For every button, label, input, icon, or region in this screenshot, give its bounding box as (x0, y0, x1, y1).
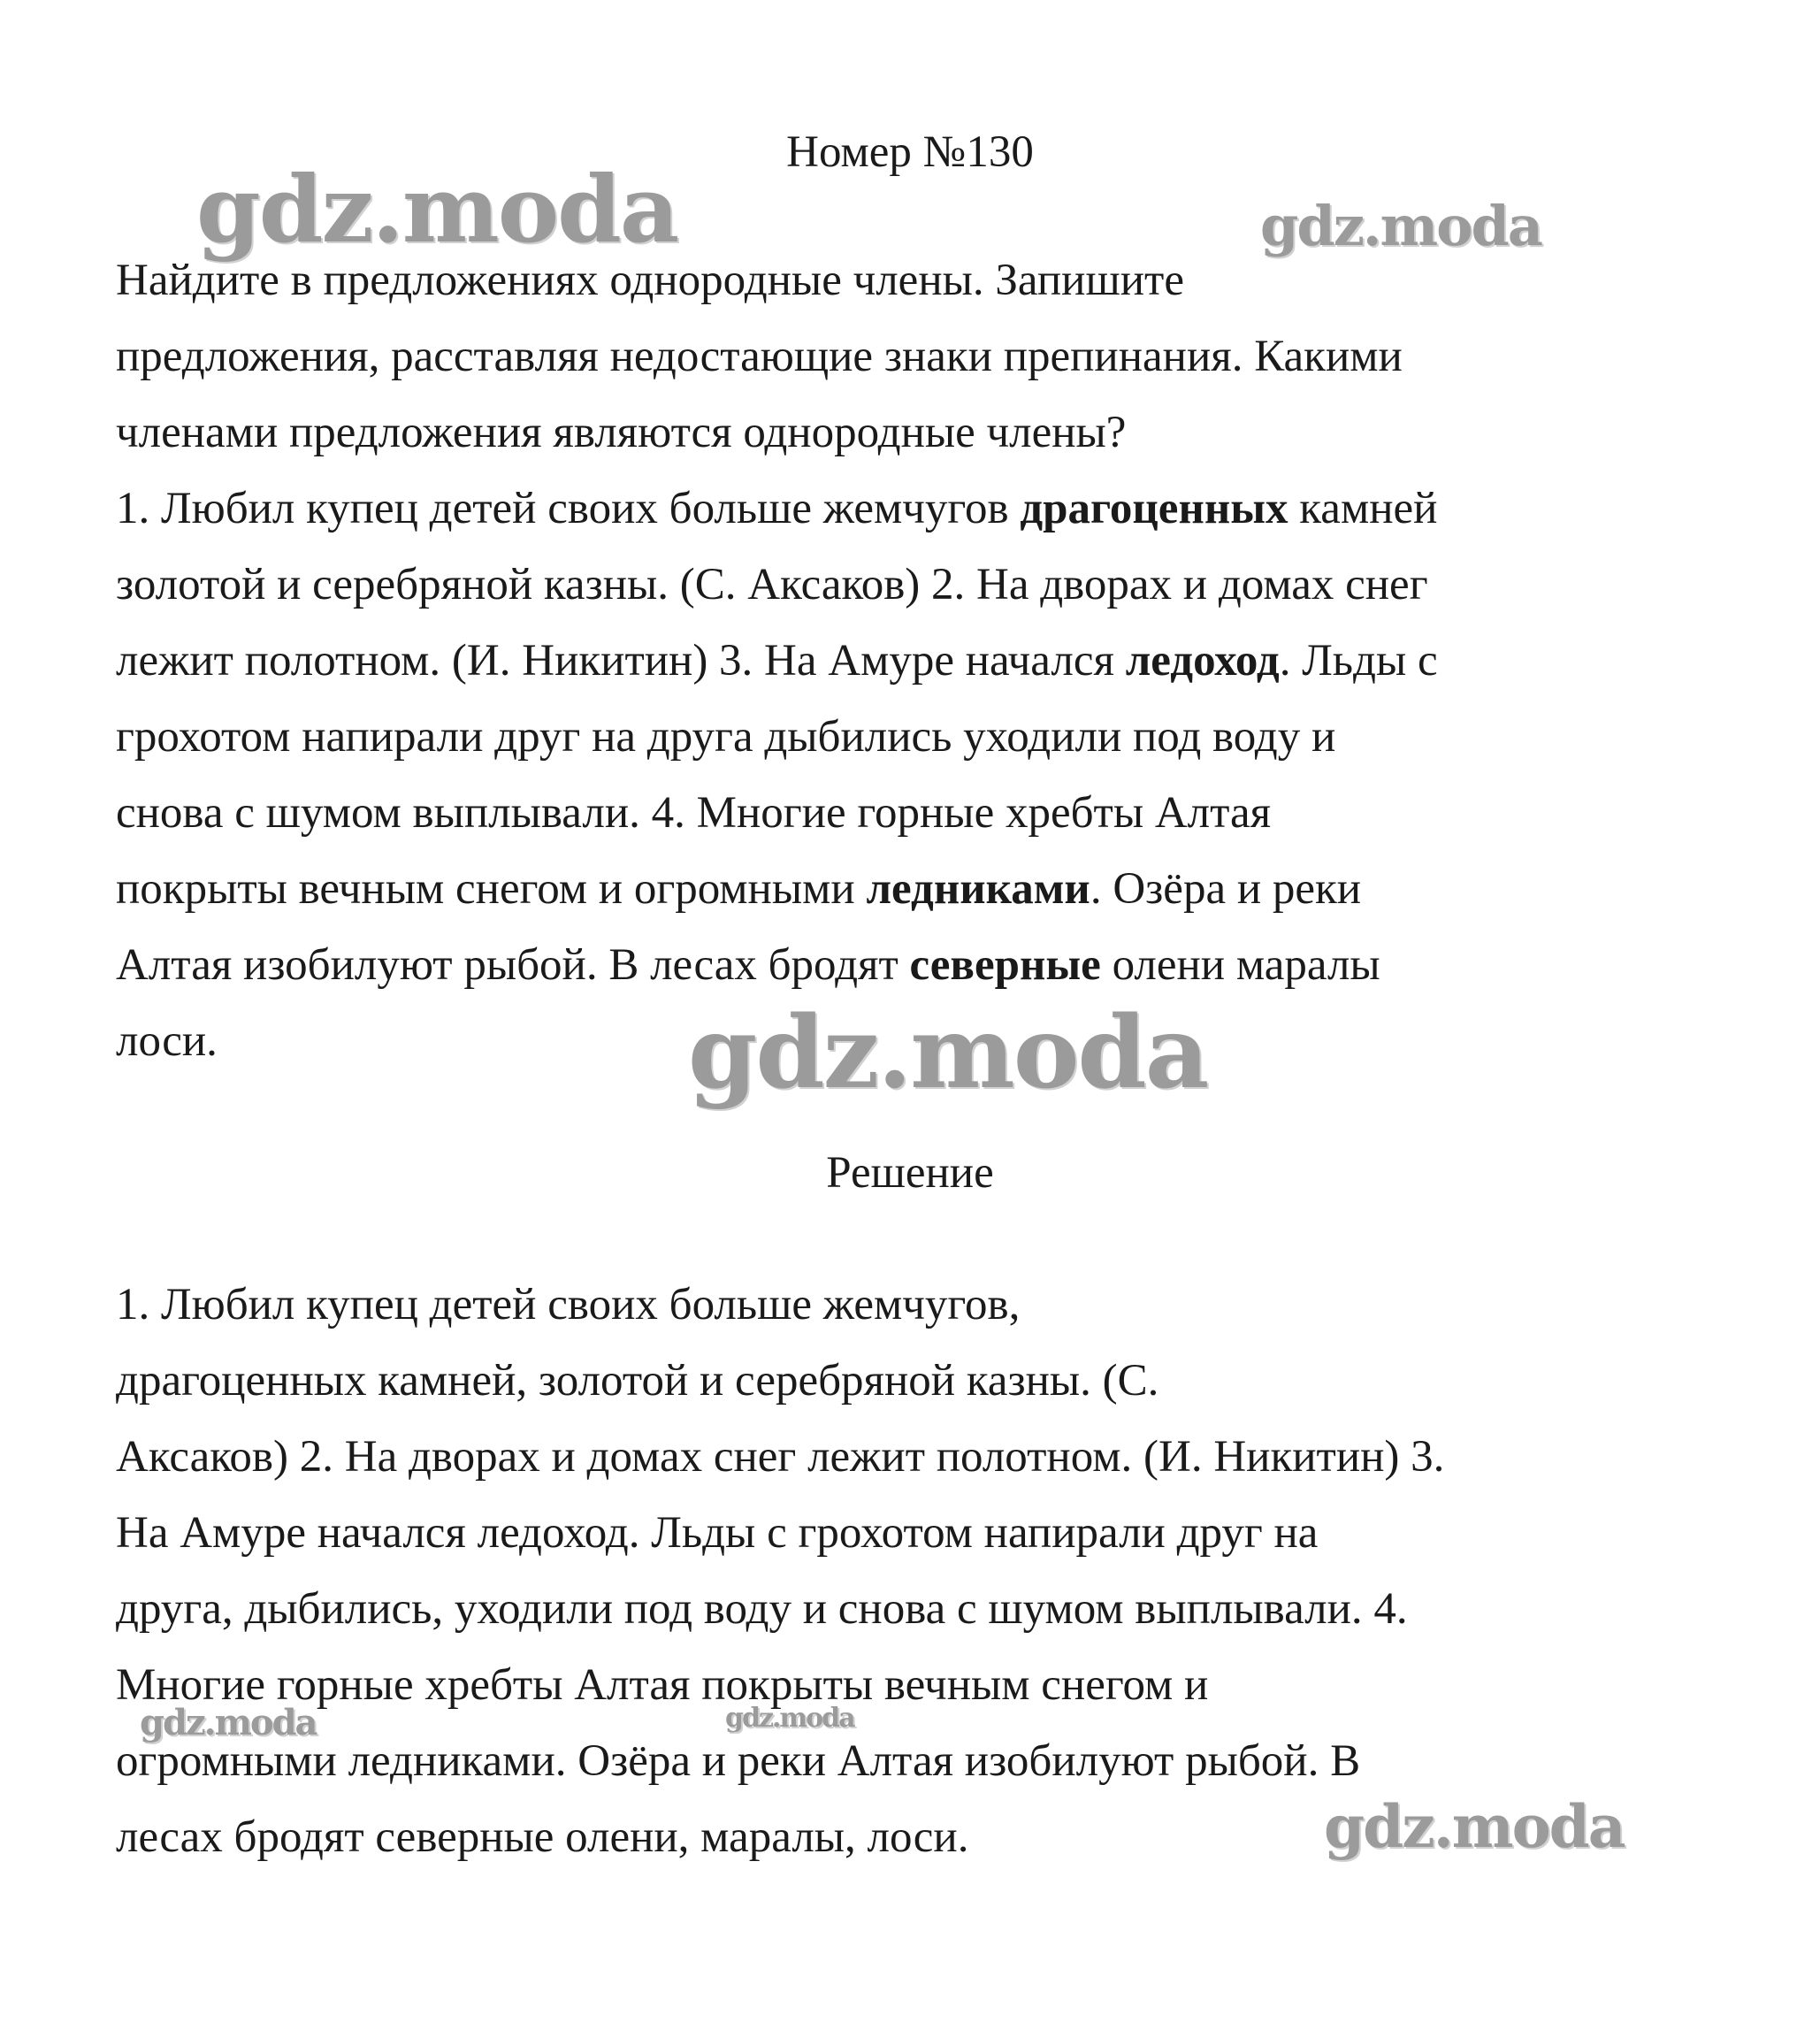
solution-line: Аксаков) 2. На дворах и домах снег лежит полотном. (И. Никитин) 3. (116, 1432, 1445, 1482)
exercise-line: снова с шумом выплывали. 4. Многие горные хребты Алтая (116, 788, 1272, 838)
solution-line: Многие горные хребты Алтая покрыты вечным снегом и (116, 1660, 1209, 1710)
watermark: gdz.moda (688, 995, 1208, 1111)
exercise-line: 1. Любил купец детей своих больше жемчугов драгоценных камней (116, 484, 1438, 533)
solution-heading: Решение (826, 1148, 994, 1198)
task-line: членами предложения являются однородные члены? (116, 408, 1127, 457)
exercise-line: лежит полотном. (И. Никитин) 3. На Амуре начался ледоход. Льды с (116, 636, 1438, 686)
watermark: gdz.moda (196, 155, 678, 264)
task-line: предложения, расставляя недостающие знаки препинания. Какими (116, 332, 1403, 381)
exercise-line: Алтая изобилуют рыбой. В лесах бродят северные олени маралы (116, 940, 1380, 990)
bold-word: северные (909, 940, 1101, 990)
watermark: gdz.moda (1324, 1792, 1625, 1861)
watermark: gdz.moda (140, 1702, 317, 1743)
page-title: Номер №130 (786, 127, 1034, 177)
solution-line: огромными ледниками. Озёра и реки Алтая изобилуют рыбой. В (116, 1736, 1361, 1786)
solution-line: На Амуре начался ледоход. Льды с грохотом напирали друг на (116, 1508, 1319, 1558)
bold-word: ледоход (1125, 636, 1280, 686)
exercise-line: покрыты вечным снегом и огромными ледниками. Озёра и реки (116, 864, 1362, 914)
watermark: gdz.moda (1260, 194, 1541, 258)
exercise-line: лоси. (116, 1016, 218, 1066)
solution-line: друга, дыбились, уходили под воду и снова с шумом выплывали. 4. (116, 1584, 1408, 1634)
solution-line: лесах бродят северные олени, маралы, лоси. (116, 1812, 969, 1862)
solution-line: драгоценных камней, золотой и серебряной казны. (С. (116, 1356, 1159, 1406)
bold-word: драгоценных (1020, 484, 1289, 533)
bold-word: ледниками (866, 864, 1090, 914)
watermark: gdz.moda (725, 1703, 854, 1734)
exercise-line: грохотом напирали друг на друга дыбились уходили под воду и (116, 712, 1336, 762)
solution-line: 1. Любил купец детей своих больше жемчугов, (116, 1280, 1021, 1329)
exercise-line: золотой и серебряной казны. (С. Аксаков) 2. На дворах и домах снег (116, 560, 1428, 609)
task-line: Найдите в предложениях однородные члены. Запишите (116, 256, 1184, 305)
